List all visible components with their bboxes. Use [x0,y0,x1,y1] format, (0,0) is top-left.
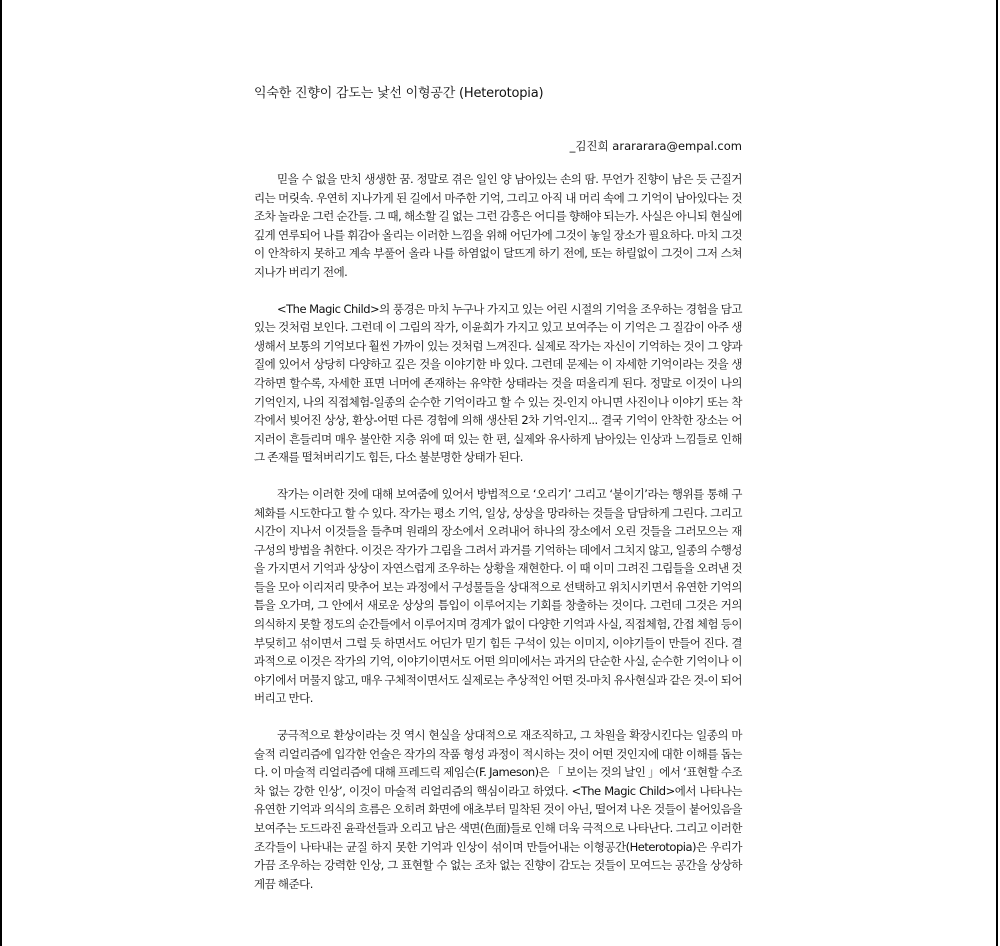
author-byline: _김진희 arararara@empal.com [569,139,742,153]
paragraph: 믿을 수 없을 만치 생생한 꿈. 정말로 겪은 일인 양 남아있는 손의 땀. 무언가 진향이 남은 듯 근질거리는 머릿속. 우연히 지나가게 된 길에서 마주한 기억, 그리고 아직 내 머리 속에 그 기억이 남아있다는 것조차 놀라운 그런 순간들. 그 때, 해소할 길 없는 그런 감흥은 어디를 향해야 되는가. 사실은 아니되 현실에 깊게 연루되어 나를 휘감아 올리는 이러한 느낌을 위해 어딘가에 그것이 놓일 장소가 필요하다. 마치 그것이 안착하지 못하고 계속 부풀어 올라 나를 하염없이 달뜨게 하기 전에, 또는 하릴없이 그것이 그저 스쳐 지나가 버리기 전에. [254,172,742,279]
paragraph: <The Magic Child>의 풍경은 마치 누구나 가지고 있는 어린 시절의 기억을 조우하는 경험을 담고 있는 것처럼 보인다. 그런데 이 그림의 작가, 이윤희가 가지고 있고 보여주는 이 기억은 그 질감이 아주 생생해서 보통의 기억보다 훨씬 가까이 있는 것처럼 느껴진다. 실제로 작가는 자신이 기억하는 것이 그 양과 질에 있어서 상당히 다양하고 깊은 것을 이야기한 바 있다. 그런데 문제는 이 자세한 기억이라는 것을 생각하면 할수록, 자세한 표면 너머에 존재하는 유약한 상태라는 것을 떠올리게 된다. 정말로 이것이 나의 기억인지, 나의 직접체험-일종의 순수한 기억이라고 할 수 있는 것-인지 아니면 사진이나 이야기 또는 착각에서 빚어진 상상, 환상-어떤 다른 경험에 의해 생산된 2차 기억-인지... 결국 기억이 안착한 장소는 어지러이 흔들리며 매우 불안한 지층 위에 떠 있는 한 편, 실제와 유사하게 남아있는 인상과 느낌들로 인해 그 존재를 떨쳐버리기도 힘든, 다소 불분명한 상태가 된다. [254,301,742,465]
page-title: 익숙한 진향이 감도는 낯선 이형공간 (Heterotopia) [254,86,544,101]
article-body [254,170,742,911]
paragraph: 궁극적으로 환상이라는 것 역시 현실을 상대적으로 재조직하고, 그 차원을 확장시킨다는 일종의 마술적 리얼리즘에 입각한 언술은 작가의 작품 형성 과정이 적시하는 것이 어떤 것인지에 대한 이해를 돕는다. 이 마술적 리얼리즘에 대해 프레드릭 제임슨(F. Jameson)은 「 보이는 것의 날인 」에서 ‘표현할 수조차 없는 강한 인상’, 이것이 마술적 리얼리즘의 핵심이라고 하였다. <The Magic Child>에서 나타나는 유연한 기억과 의식의 흐름은 오히려 화면에 애초부터 밀착된 것이 아닌, 떨어져 나온 것들이 붙어있음을 보여주는 도드라진 윤곽선들과 오리고 남은 색면(色面)들로 인해 더욱 극적으로 나타난다. 그리고 이러한 조각들이 나타내는 균질 하지 못한 기억과 인상이 섞이며 만들어내는 이형공간(Heterotopia)은 우리가 가끔 조우하는 강력한 인상, 그 표현할 수 없는 조차 없는 진향이 감도는 것들이 모여드는 공간을 상상하게끔 해준다. [254,728,742,891]
paragraph: 작가는 이러한 것에 대해 보여줌에 있어서 방법적으로 ‘오리기’ 그리고 ‘붙이기’라는 행위를 통해 구체화를 시도한다고 할 수 있다. 작가는 평소 기억, 일상, 상상을 망라하는 것들을 담담하게 그린다. 그리고 시간이 지나서 이것들을 들추며 원래의 장소에서 오려내어 하나의 장소에서 오린 것들을 그러모으는 재구성의 방법을 취한다. 이것은 작가가 그림을 그려서 과거를 기억하는 데에서 그치지 않고, 일종의 수행성을 가지면서 기억과 상상이 자연스럽게 조우하는 상황을 재현한다. 이 때 이미 그려진 그림들을 오려낸 것들을 모아 이리저리 맞추어 보는 과정에서 구성물들을 상대적으로 선택하고 위치시키면서 유연한 기억의 틈을 오가며, 그 안에서 새로운 상상의 틈입이 이루어지는 기회를 창출하는 것이다. 그런데 그것은 거의 의식하지 못할 정도의 순간들에서 이루어지며 경계가 없이 다양한 기억과 사실, 직접체험, 간접 체험 등이 부딪히고 섞이면서 그럴 듯 하면서도 어딘가 믿기 힘든 구석이 있는 이미지, 이야기들이 만들어 진다. 결과적으로 이것은 작가의 기억, 이야기이면서도 어떤 의미에서는 과거의 단순한 사실, 순수한 기억이나 이야기에서 머물지 않고, 매우 구체적이면서도 실제로는 추상적인 어떤 것-마치 유사현실과 같은 것-이 되어버리고 만다. [254,486,742,706]
